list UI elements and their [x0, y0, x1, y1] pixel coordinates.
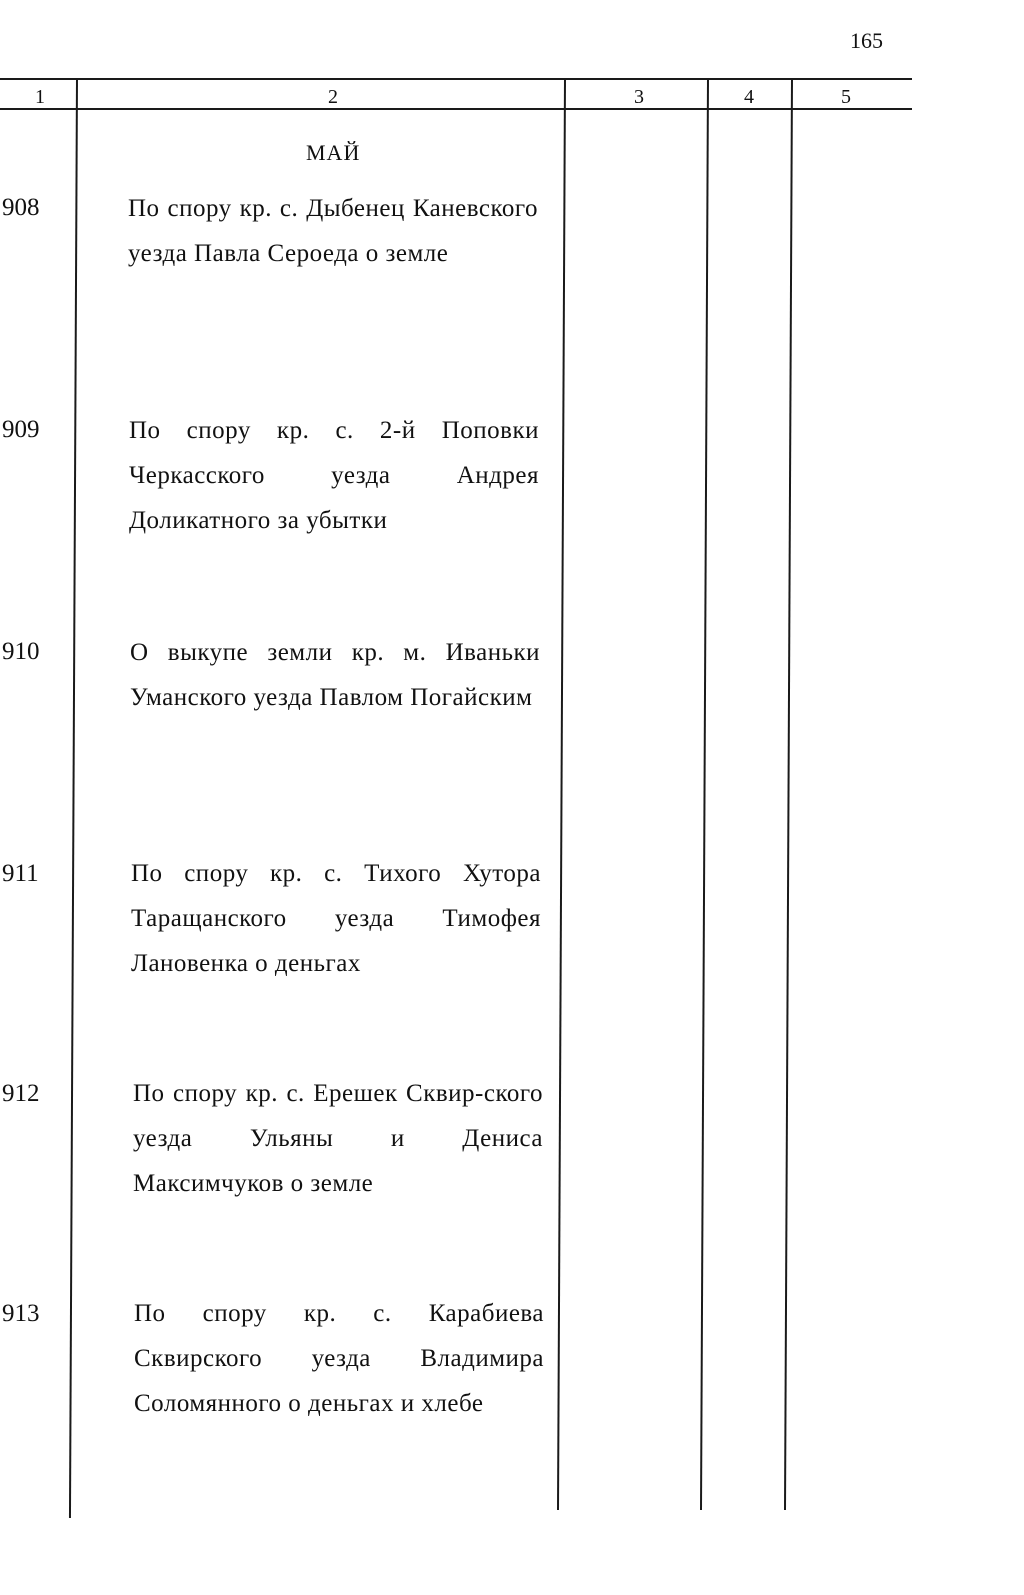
column-divider-2-3	[557, 78, 566, 1510]
column-header-4: 4	[744, 86, 754, 108]
entry-number: 911	[2, 860, 39, 887]
entry-description: По спору кр. с. 2-й Поповки Черкасского уезда Андрея Доликатного за убытки	[129, 417, 539, 534]
entry-number: 912	[2, 1080, 40, 1107]
column-header-1: 1	[35, 86, 45, 108]
entry-description: По спору кр. с. Ерешек Сквир-ского уезда Ульяны и Дениса Максимчуков о земле	[133, 1080, 543, 1197]
entry-description: О выкупе земли кр. м. Иваньки Уманского уезда Павлом Погайским	[130, 639, 540, 711]
column-divider-1-2	[69, 78, 78, 1518]
column-header-2: 2	[328, 86, 338, 108]
header-bottom-rule	[0, 108, 912, 110]
column-divider-4-5	[784, 78, 793, 1510]
column-header-5: 5	[841, 86, 851, 108]
column-divider-3-4	[700, 78, 709, 1510]
page-number: 165	[850, 28, 883, 53]
table-top-rule	[0, 78, 912, 80]
entry-description: По спору кр. с. Карабиева Сквирского уезда Владимира Соломянного о деньгах и хлебе	[134, 1300, 544, 1417]
entry-number: 913	[2, 1300, 40, 1327]
entry-number: 909	[2, 416, 40, 443]
section-title: МАЙ	[306, 140, 361, 165]
column-header-3: 3	[634, 86, 644, 108]
entry-number: 908	[2, 194, 40, 221]
entry-description: По спору кр. с. Дыбенец Каневского уезда Павла Сероеда о земле	[128, 195, 538, 267]
entry-description: По спору кр. с. Тихого Хутора Таращанского уезда Тимофея Лановенка о деньгах	[131, 860, 541, 977]
entry-number: 910	[2, 638, 40, 665]
